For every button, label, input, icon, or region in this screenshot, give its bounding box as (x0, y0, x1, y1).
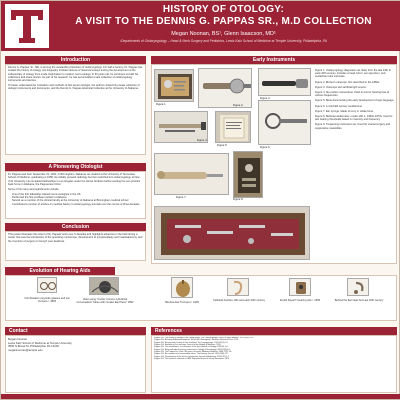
figure-8-label: Figure 8. (233, 198, 244, 201)
figure-4-label: Figure 4. (197, 139, 208, 142)
reference-item: Pappas DG. Evolution of the otoscope. Journal of the History of Medicine. 1999. (154, 344, 221, 347)
figure-5-image (215, 111, 251, 143)
hearing-aid-caption-1: Combination Lorgnette glasses and ear trumpet c. 1865 (24, 297, 70, 304)
pioneer-text (8, 173, 143, 218)
figure-7-image (154, 153, 229, 195)
figure-1-caption: Figure 1. Otolaryngology diagnostic set, likely from the late 19th to early 20th century. Includes a head mirror, ear speculum, and eustachian tube cannulas. (315, 69, 391, 79)
hearing-aid-caption-5: Zenith Royal T Hearing Aid c. 1955 (279, 299, 321, 302)
poster-title-line-2: A VISIT TO THE DENNIS G. PAPPAS SR., M.D COLLECTION (75, 16, 372, 27)
figure-3-caption: Figure 3. Otoscope with artificial light source. (315, 85, 367, 89)
poster-title-line-1: HISTORY OF OTOLOGY: (162, 4, 285, 15)
figure-7-label: Figure 7. (176, 196, 187, 199)
pioneer-list-item: • One of the first fellowship-trained neuro-otologists in the US (12, 193, 143, 196)
contact-heading: Contact (5, 327, 146, 335)
figure-1-label: Figure 1. (156, 103, 167, 106)
hearing-aid-caption-3: Beehive Ear Trumpet c. 1900 (165, 301, 199, 304)
pioneer-list-item: • Contributed a number of articles on medical history to otolaryngology journals over the course of three decades (12, 203, 143, 206)
reference-item: Pappas DG. The historical collection at UAB. Reynolds Historical Library Newsletter. 2010. (154, 358, 230, 361)
figure-5-caption: Figure 5. Book documenting the early development of sign language. (315, 99, 395, 103)
figure-captions (315, 69, 395, 262)
introduction-heading: Introduction (5, 56, 146, 64)
figure-2-image (198, 68, 252, 108)
figure-3-image (258, 68, 311, 96)
hearing-aids-heading: Evolution of Hearing Aids (5, 267, 115, 275)
figure-2-caption: Figure 2. Bruber's otoscope, first described in the 1860s. (315, 80, 380, 84)
conversation-tube-image (89, 277, 119, 295)
figure-8-image (233, 151, 263, 198)
lorgnette-image (37, 277, 57, 293)
figure-1-image (154, 69, 194, 102)
pioneer-list-item: • Performed the first cochlear implant in Alabama (12, 196, 143, 199)
poster-authors: Megan Noonan, BS¹, Glenn Isaacson, MD¹ (171, 31, 276, 37)
references-heading: References (151, 327, 397, 335)
early-instruments-heading: Early Instruments (151, 56, 397, 64)
contact-address: 3500 N Broad St, Philadelphia, PA 19140 (8, 344, 59, 349)
hearing-aid-caption-4: Celluloid Auricles 19th and early 20th century (213, 299, 265, 302)
temple-logo-icon (5, 4, 49, 48)
figure-6-label: Figure 6. (260, 146, 271, 149)
pioneer-list-intro: Some of his many accomplishments include: (8, 187, 60, 191)
contact-name: Megan Noonan (8, 338, 28, 341)
reference-item: Pappas DG. The history of otology in the United States. The Otolaryngologic Clinics of North America. 1997;30(5):1-10. (154, 337, 254, 339)
hearing-aid-caption-6: Behind the Ear Hear Aid Late 20th century (334, 299, 384, 302)
introduction-paragraph-2: To better understand the motivation and methods of this senior otologist, the authors visited his private collection of otologic instruments and documents, and the Dennis G. Pappas Historical Collection at the University of Alabama. (8, 84, 140, 91)
reference-item: Pappas DG. Development of the electric hearing aid. Journal of Audiology. 1993;12(1):1-7. (154, 355, 230, 358)
reference-item: Pappas DG. Early methods of hearing assessment. Otology & Neurotology. 2002;23(3):1-6. (154, 348, 231, 351)
figure-2-label: Figure 2. (233, 104, 244, 107)
poster-header (1, 1, 400, 51)
poster-affiliation: ¹Departments of Otolaryngology – Head & Neck Surgery and Pediatrics, Lewis Katz School of Medicine at Temple University, Philadelphia, PA (120, 39, 327, 43)
pioneer-list-item: • Served as a member of the clinical faculty at the University of Alabama at Birmingham medical school (12, 199, 143, 202)
reference-item: Pappas DG. A history of Alabama medicine 1819-1990. Birmingham: Southern Historical Press; 1991. (154, 339, 239, 342)
contact-institution: Lewis Katz School of Medicine at Temple University (8, 340, 72, 345)
behind-ear-aid-image (347, 278, 369, 296)
figure-6-caption: Figure 6. A mid-19th century tonsillotome. (315, 104, 363, 108)
conclusion-paragraph: This poster illustrates the extent of Dr. Pappas' work over 6 decades and highlights advances in the field during a career that saw the introduction of the operating microscope, development of tympanoplasty and mastoidectomy, and the invention of surgery to triumph over deafness. (8, 233, 143, 243)
references-list (154, 337, 394, 392)
conclusion-heading: Conclusion (5, 223, 146, 231)
figure-7-caption: Figure 7. Ear syringe. Made of ivory or whale bone. (315, 109, 374, 113)
zenith-hearing-aid-image (289, 278, 311, 296)
contact-email: megannoonan@temple.edu (8, 347, 43, 352)
reference-item: Pappas DG. The Pappas Ear Clinic: fifty years of service. Alabama Medicine. 2008;77(2):1-8. (154, 351, 232, 354)
figure-4-caption: Figure 4. Sle pothen monaurtical. Used to test for hearing loss at various frequencies. (315, 91, 390, 98)
conclusion-text (8, 233, 143, 260)
hearing-aid-caption-2: Claro using "Carrier Convex-cylindrical Conversation Tubes with Croake Ear Piece" 1892 (76, 298, 134, 305)
figure-3-label: Figure 3. (260, 97, 271, 100)
celluloid-auricles-image (227, 278, 249, 296)
figure-9-image (154, 206, 310, 260)
figure-9-caption: Figure 9. Trepanning instrument set. Used for cranial surgery and suppurative mastoiditis. (315, 123, 390, 130)
poster-footer-bar (1, 394, 400, 399)
pioneer-heading: A Pioneering Otologist (5, 163, 146, 171)
reference-item: Pappas DG. Hearing aids: history of their evolution. The Laryngoscope. 1995;105(1):1-5. (154, 341, 229, 344)
figure-8-caption: Figure 8. Bellicula audiometer, model 10C-1, 1960s-1970s. Used to test hearing thresholds based on intensity and frequency. (315, 115, 393, 122)
beehive-trumpet-image (171, 277, 193, 298)
figure-6-image (258, 100, 311, 145)
reference-item: Pappas DG. Ear trumpets and conversation tubes. The Hearing Journal. 1990;43(6):1-4. (154, 353, 228, 356)
reference-item: Pappas DG. The tonsillotome: an instrument of the past. Annals of Otology. 1985;94:1-4. (154, 346, 228, 349)
pioneer-paragraph: Dr. Pappas was born September 23, 1931, in Birmingham, Alabama. He studied at the University of Tennessee School of Medicine, graduating in 1958. He initially pursued radiology but then switched into otolaryngology at New York University. He completed fellowships in Los Angeles under the House brothers before starting his own practice back home in Alabama, the Pappas Ear Clinic. (8, 173, 141, 186)
contact-text (8, 338, 143, 390)
figure-5-label: Figure 5. (217, 144, 228, 147)
introduction-paragraph-1: Dennis G. Pappas, Sr., MD, is among the outstanding historians of otolaryngology. For half a century, Dr. Pappas has studied the history of otology. His biography includes dozens of historical essays tracing the development of the subspecialty of otology from crude trephination to modern neuro-otology. In 50 years old, he continues to build his collections and share stories. As part of his research, he has accumulated a vast collection of otolaryngology instruments and devices. (8, 66, 143, 83)
introduction-text (8, 66, 143, 154)
